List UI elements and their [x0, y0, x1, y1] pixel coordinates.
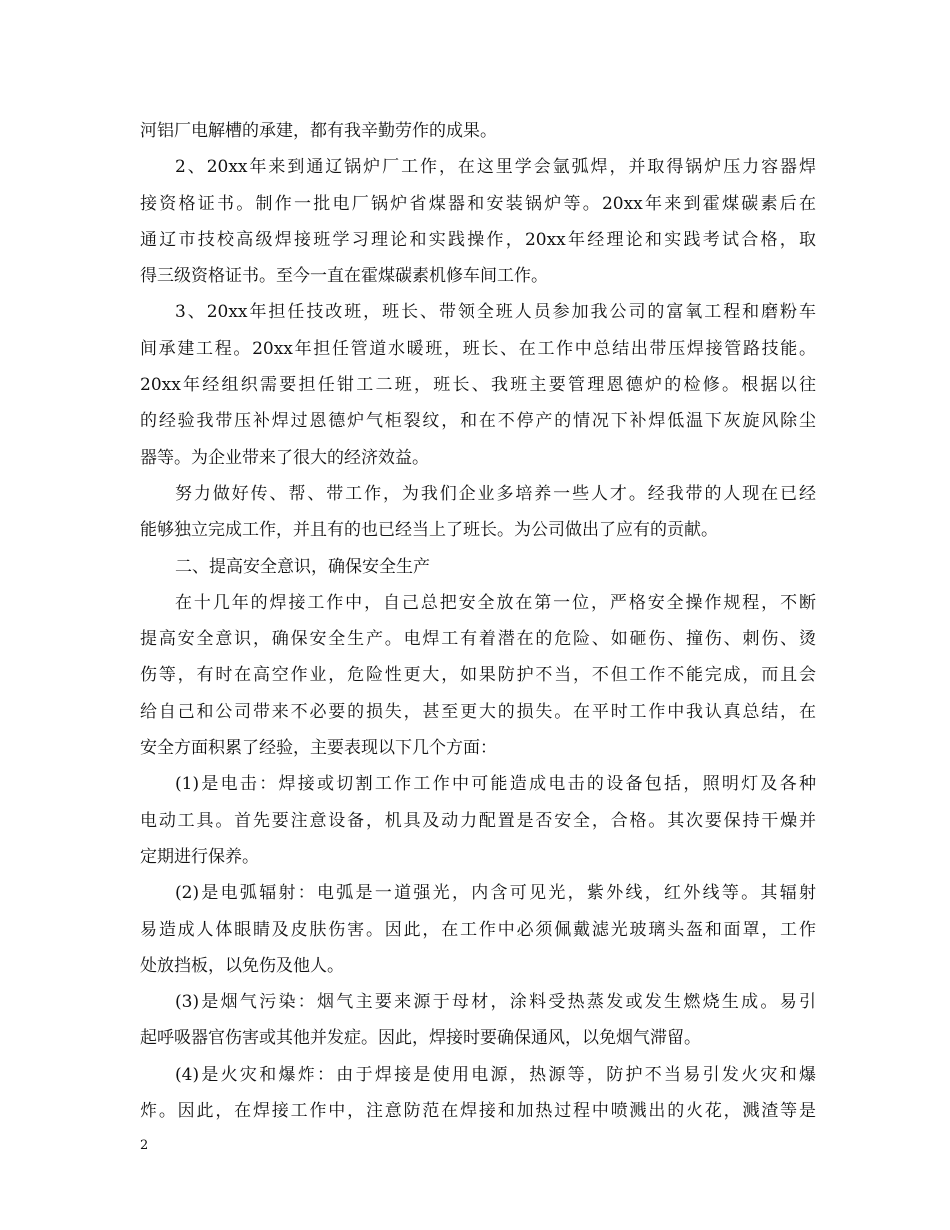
text-line: 河铝厂电解槽的承建，都有我辛勤劳作的成果。	[140, 121, 497, 141]
paragraph	[140, 875, 816, 984]
paragraph	[140, 585, 816, 766]
text-line: 20xx年经组织需要担任钳工二班，班长、我班主要管理恩德炉的检修。根据以往	[140, 375, 816, 396]
page-number: 2	[140, 1138, 149, 1153]
text-line: 接资格证书。制作一批电厂锅炉省煤器和安装锅炉等。20xx年来到霍煤碳素后在	[140, 193, 816, 214]
text-line: 电动工具。首先要注意设备，机具及动力配置是否安全，合格。其次要保持干燥并	[140, 810, 816, 831]
text-line: 努力做好传、帮、带工作，为我们企业多培养一些人才。经我带的人现在已经	[175, 483, 816, 504]
text-line: 起呼吸器官伤害或其他并发症。因此，焊接时要确保通风，以免烟气滞留。	[140, 1028, 701, 1049]
text-line: 给自己和公司带来不必要的损失，甚至更大的损失。在平时工作中我认真总结，在	[140, 701, 816, 722]
text-line: 2、20xx年来到通辽锅炉厂工作，在这里学会氩弧焊，并取得锅炉压力容器焊	[175, 157, 816, 178]
text-line: (3)是烟气污染：烟气主要来源于母材，涂料受热蒸发或发生燃烧生成。易引	[175, 992, 816, 1013]
paragraph	[140, 1057, 816, 1130]
paragraph	[140, 549, 816, 585]
text-line: 定期进行保养。	[140, 846, 259, 867]
text-line: 处放挡板，以免伤及他人。	[140, 955, 344, 976]
text-line: 器等。为企业带来了很大的经济效益。	[140, 447, 429, 468]
text-line: 通辽市技校高级焊接班学习理论和实践操作，20xx年经理论和实践考试合格，取	[140, 229, 816, 250]
text-line: 伤等，有时在高空作业，危险性更大，如果防护不当，不但工作不能完成，而且会	[140, 665, 816, 686]
paragraph	[140, 766, 816, 875]
text-line: 安全方面积累了经验，主要表现以下几个方面：	[140, 738, 497, 759]
text-line: 易造成人体眼睛及皮肤伤害。因此，在工作中必须佩戴滤光玻璃头盔和面罩，工作	[140, 919, 816, 940]
text-line: (2)是电弧辐射：电弧是一道强光，内含可见光，紫外线，红外线等。其辐射	[175, 883, 816, 904]
text-line: (4)是火灾和爆炸：由于焊接是使用电源，热源等，防护不当易引发火灾和爆	[175, 1064, 816, 1085]
paragraph	[140, 149, 816, 294]
text-line: 间承建工程。20xx年担任管道水暖班，班长、在工作中总结出带压焊接管路技能。	[140, 338, 816, 359]
text-line: 的经验我带压补焊过恩德炉气柜裂纹，和在不停产的情况下补焊低温下灰旋风除尘	[140, 411, 816, 432]
text-line: 在十几年的焊接工作中，自己总把安全放在第一位，严格安全操作规程，不断	[175, 592, 816, 613]
text-line: (1)是电击：焊接或切割工作工作中可能造成电击的设备包括，照明灯及各种	[175, 774, 816, 795]
text-line: 得三级资格证书。至今一直在霍煤碳素机修车间工作。	[140, 266, 548, 287]
document-body	[140, 113, 816, 1129]
text-line: 二、提高安全意识，确保安全生产	[175, 556, 430, 577]
paragraph	[140, 984, 816, 1057]
text-line: 提高安全意识，确保安全生产。电焊工有着潜在的危险、如砸伤、撞伤、刺伤、烫	[140, 629, 816, 650]
text-line: 炸。因此，在焊接工作中，注意防范在焊接和加热过程中喷溅出的火花，溅渣等是	[140, 1101, 816, 1122]
paragraph	[140, 113, 816, 149]
paragraph	[140, 476, 816, 549]
text-line: 能够独立完成工作，并且有的也已经当上了班长。为公司做出了应有的贡献。	[140, 520, 718, 541]
paragraph	[140, 294, 816, 475]
text-line: 3、20xx年担任技改班，班长、带领全班人员参加我公司的富氧工程和磨粉车	[175, 302, 816, 323]
